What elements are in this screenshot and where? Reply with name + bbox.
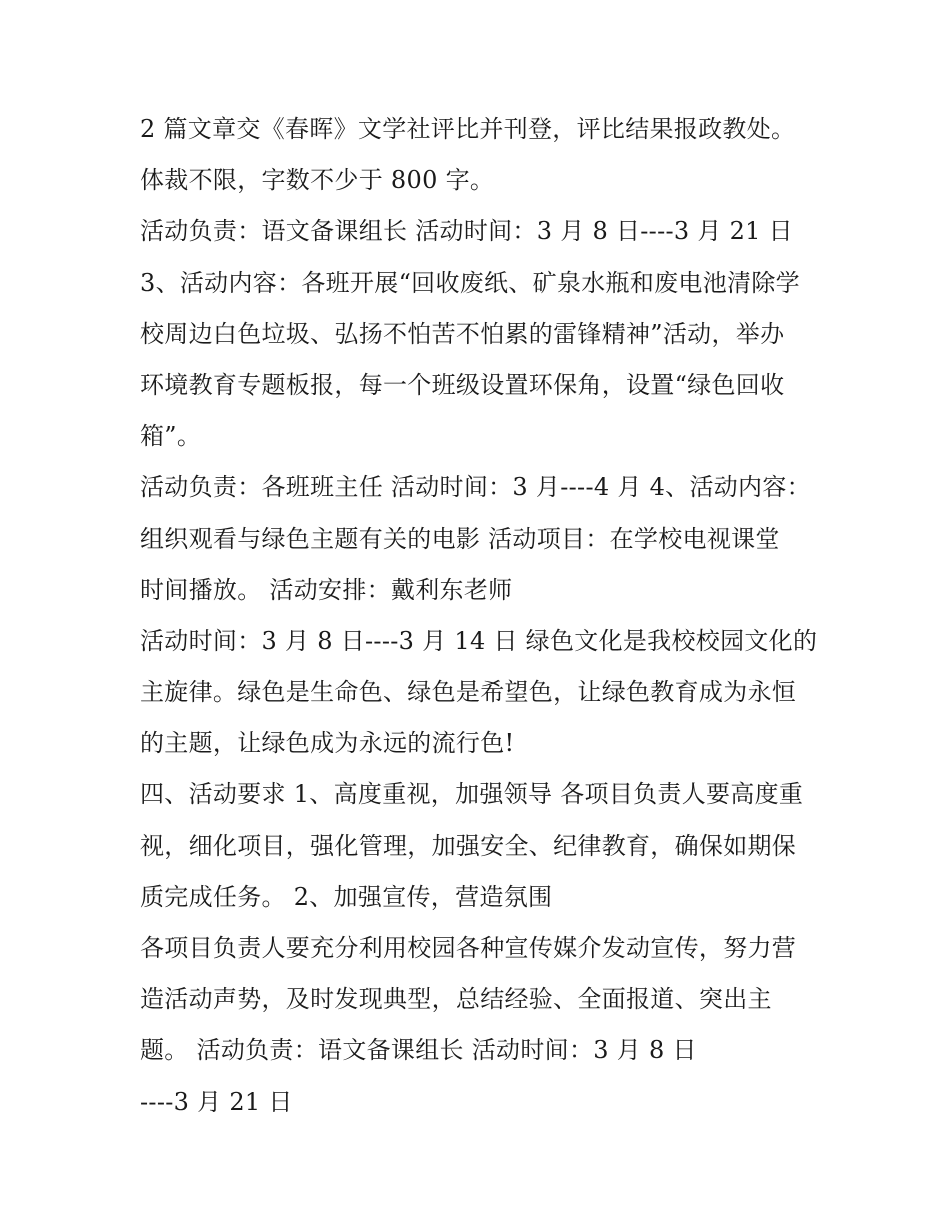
text-line-12: 主旋律。绿色是生命色、绿色是希望色，让绿色教育成为永恒 <box>140 678 797 707</box>
text-line-13: 的主题，让绿色成为永远的流行色! <box>140 729 515 758</box>
text-line-16: 质完成任务。 2、加强宣传，营造氛围 <box>140 882 553 911</box>
text-line-15: 视，细化项目，强化管理，加强安全、纪律教育，确保如期保 <box>140 831 797 860</box>
text-line-18: 造活动声势，及时发现典型，总结经验、全面报道、突出主 <box>140 985 772 1014</box>
text-line-17: 各项目负责人要充分利用校园各种宣传媒介发动宣传，努力营 <box>140 934 797 962</box>
text-line-8: 活动负责：各班班主任 活动时间：3 月----4 月 4、活动内容： <box>140 473 811 502</box>
text-line-1: 2 篇文章交《春晖》文学社评比并刊登，评比结果报政教处。 <box>140 115 796 143</box>
text-line-19: 题。 活动负责：语文备课组长 活动时间：3 月 8 日 <box>140 1036 697 1065</box>
text-line-10: 时间播放。 活动安排：戴利东老师 <box>140 575 513 604</box>
text-line-3: 活动负责：语文备课组长 活动时间：3 月 8 日----3 月 21 日 <box>140 217 793 246</box>
text-line-5: 校周边白色垃圾、弘扬不怕苦不怕累的雷锋精神”活动，举办 <box>140 319 785 348</box>
text-line-2: 体裁不限，字数不少于 800 字。 <box>140 166 495 195</box>
document-body <box>140 104 830 1128</box>
text-line-14: 四、活动要求 1、高度重视，加强领导 各项目负责人要高度重 <box>140 780 804 809</box>
text-line-4: 3、活动内容：各班开展“回收废纸、矿泉水瓶和废电池清除学 <box>140 268 800 297</box>
text-line-9: 组织观看与绿色主题有关的电影 活动项目：在学校电视课堂 <box>140 524 780 553</box>
text-line-20: ----3 月 21 日 <box>140 1087 293 1116</box>
text-line-11: 活动时间：3 月 8 日----3 月 14 日 绿色文化是我校校园文化的 <box>140 626 818 655</box>
text-line-6: 环境教育专题板报，每一个班级设置环保角，设置“绿色回收 <box>140 370 785 399</box>
text-line-7: 箱”。 <box>140 422 202 451</box>
